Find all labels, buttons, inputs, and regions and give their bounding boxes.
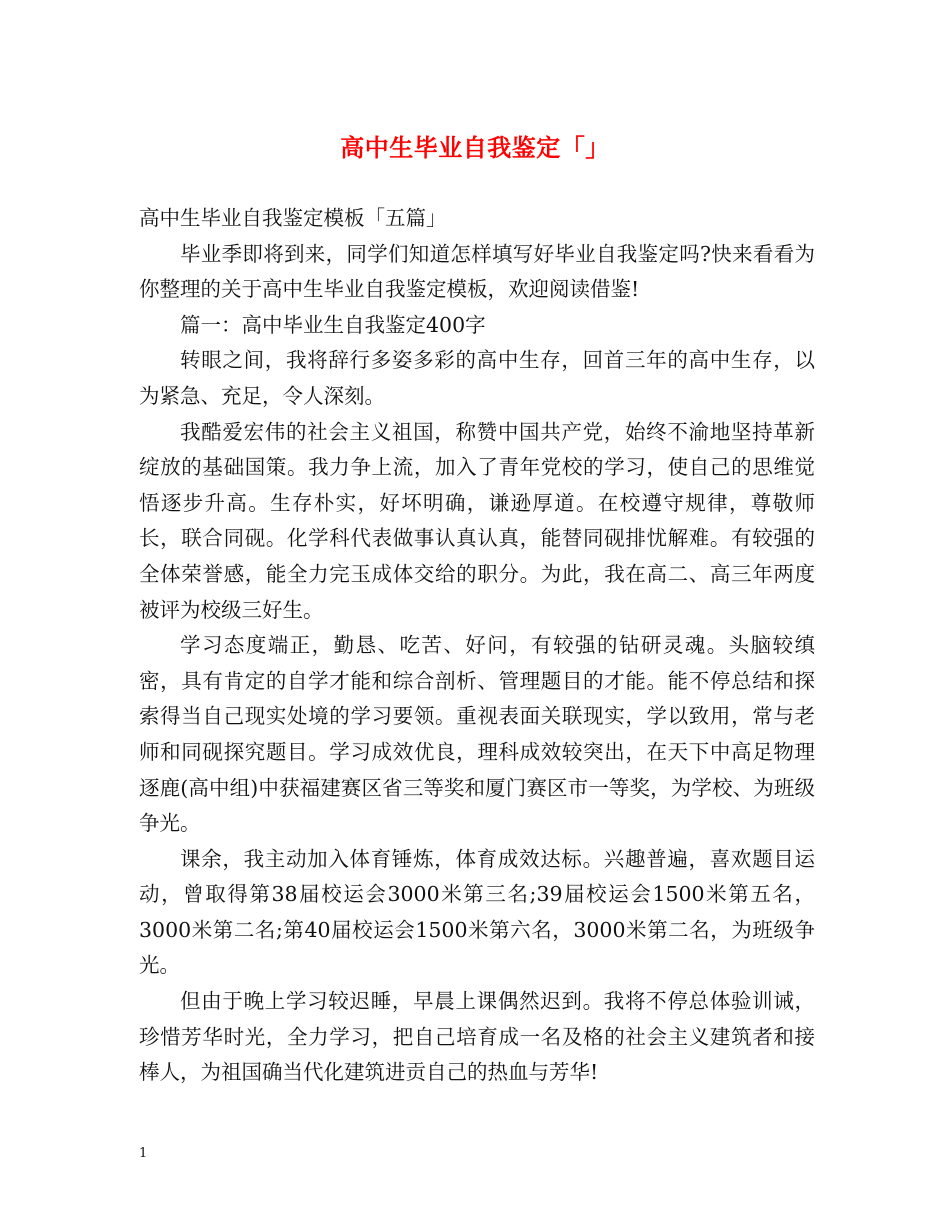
paragraph: 课余，我主动加入体育锤炼，体育成效达标。兴趣普遍，喜欢题目运动，曾取得第38届校运会3000米第三名;39届校运会1500米第五名，3000米第二名;第40届校运会1500米第六名，3000米第二名，为班级争光。 xyxy=(139,846,815,978)
paragraph: 转眼之间，我将辞行多姿多彩的高中生存，回首三年的高中生存，以为紧急、充足，令人深刻。 xyxy=(139,348,815,408)
document-subtitle: 高中生毕业自我鉴定模板「五篇」 xyxy=(139,206,447,230)
paragraph: 但由于晚上学习较迟睡，早晨上课偶然迟到。我将不停总体验训诫，珍惜芳华时光，全力学习，把自己培育成一名及格的社会主义建筑者和接棒人，为祖国确当代化建筑进贡自己的热血与芳华! xyxy=(139,989,815,1085)
paragraph-intro: 毕业季即将到来，同学们知道怎样填写好毕业自我鉴定吗?快来看看为你整理的关于高中生毕业自我鉴定模板，欢迎阅读借鉴! xyxy=(139,241,815,302)
document-body xyxy=(139,201,815,1091)
page-number: 1 xyxy=(139,1146,148,1161)
paragraph: 学习态度端正，勤恳、吃苦、好问，有较强的钻研灵魂。头脑较缜密，具有肯定的自学才能和综合剖析、管理题目的才能。能不停总结和探索得当自己现实处境的学习要领。重视表面关联现实，学以致用，常与老师和同砚探究题目。学习成效优良，理科成效较突出，在天下中高足物理逐鹿(高中组)中获福建赛区省三等奖和厦门赛区市一等奖，为学校、为班级争光。 xyxy=(139,633,815,836)
paragraph: 我酷爱宏伟的社会主义祖国，称赞中国共产党，始终不渝地坚持革新绽放的基础国策。我力争上流，加入了青年党校的学习，使自己的思维觉悟逐步升高。生存朴实，好坏明确，谦逊厚道。在校遵守规律，尊敬师长，联合同砚。化学科代表做事认真认真，能替同砚排忧解难。有较强的全体荣誉感，能全力完玉成体交给的职分。为此，我在高二、高三年两度被评为校级三好生。 xyxy=(139,419,815,622)
section-heading: 篇一：高中毕业生自我鉴定400字 xyxy=(180,312,486,337)
document-title: 高中生毕业自我鉴定「」 xyxy=(340,133,610,162)
